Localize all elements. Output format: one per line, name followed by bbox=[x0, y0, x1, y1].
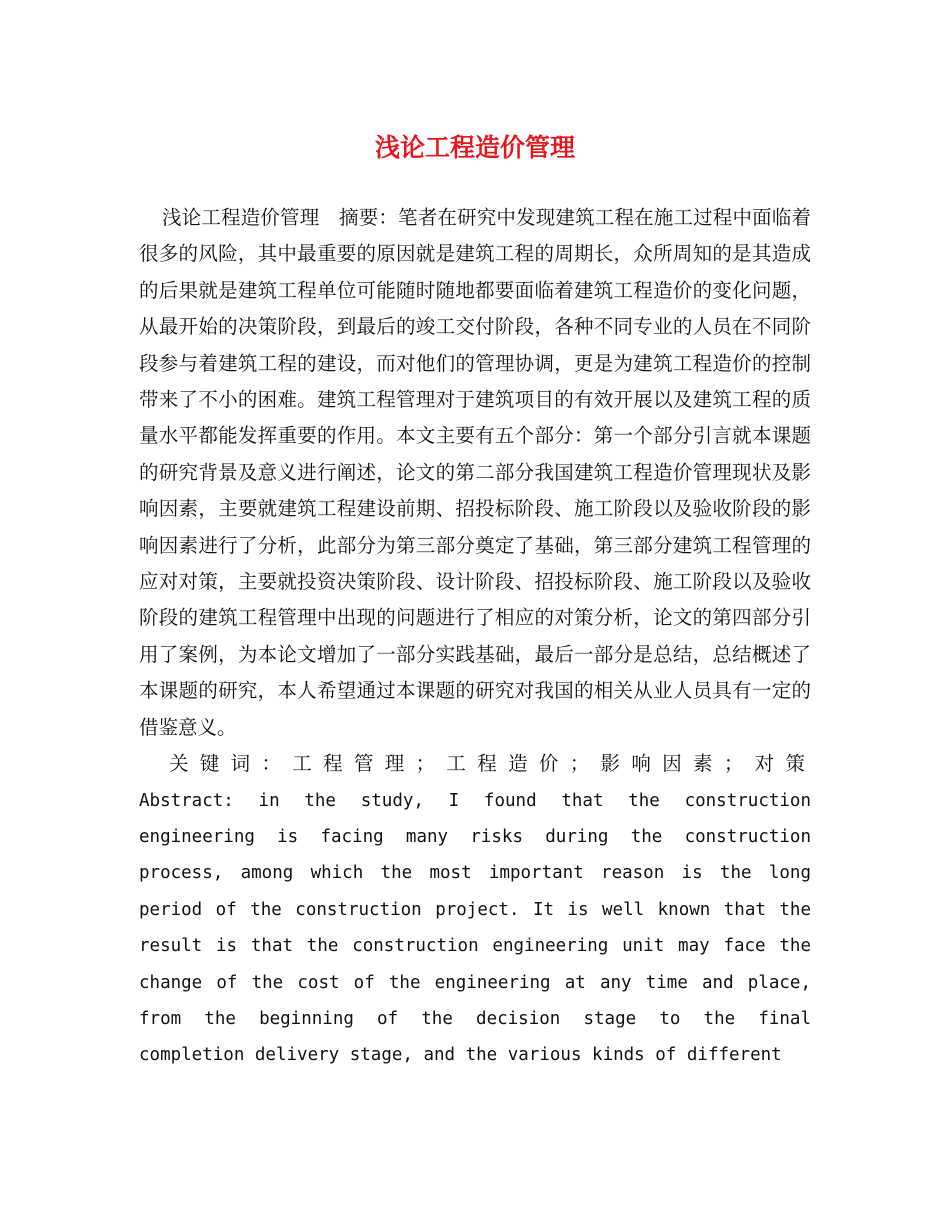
chinese-abstract: 浅论工程造价管理 摘要：笔者在研究中发现建筑工程在施工过程中面临着很多的风险，其中最重要的原因就是建筑工程的周期长，众所周知的是其造成的后果就是建筑工程单位可能随时随地都要面临着建筑工程造价的变化问题，从最开始的决策阶段，到最后的竣工交付阶段，各种不同专业的人员在不同阶段参与着建筑工程的建设，而对他们的管理协调，更是为建筑工程造价的控制带来了不小的困难。建筑工程管理对于建筑项目的有效开展以及建筑工程的质量水平都能发挥重要的作用。本文主要有五个部分：第一个部分引言就本课题的研究背景及意义进行阐述，论文的第二部分我国建筑工程造价管理现状及影响因素，主要就建筑工程建设前期、招投标阶段、施工阶段以及验收阶段的影响因素进行了分析，此部分为第三部分奠定了基础，第三部分建筑工程管理的应对对策，主要就投资决策阶段、设计阶段、招投标阶段、施工阶段以及验收阶段的建筑工程管理中出现的问题进行了相应的对策分析，论文的第四部分引用了案例，为本论文增加了一部分实践基础，最后一部分是总结，总结概述了本课题的研究，本人希望通过本课题的研究对我国的相关从业人员具有一定的借鉴意义。 bbox=[139, 206, 811, 739]
document-title: 浅论工程造价管理 bbox=[374, 133, 575, 162]
keywords-line: 关键词：工程管理；工程造价；影响因素；对策 bbox=[169, 752, 811, 776]
english-abstract: Abstract: in the study, I found that the construction engineering is facing many risks during the construction process, among which the most important reason is the long period of the construction project. It is well known that the result is that the construction engineering unit may face the change of the cost of the engineering at any time and place, from the beginning of the decision stage to the final completion delivery stage, and the various kinds of different bbox=[139, 790, 811, 1066]
document-body bbox=[139, 200, 811, 1074]
